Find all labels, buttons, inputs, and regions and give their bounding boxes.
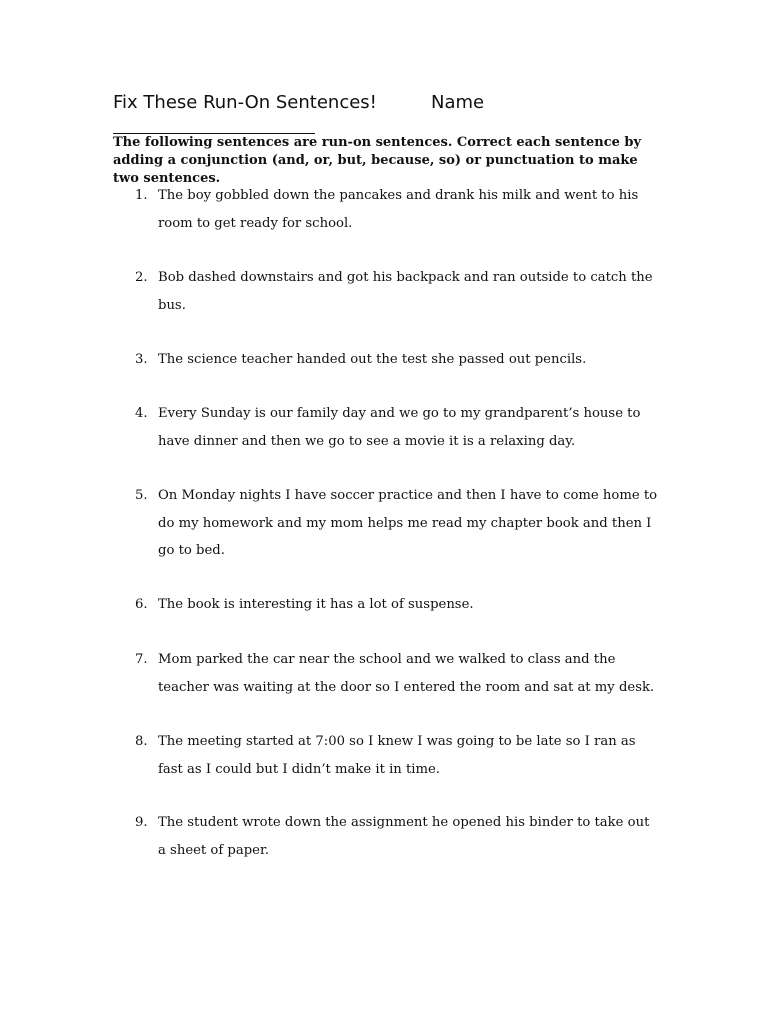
item-number: 7. <box>135 652 148 667</box>
item-text: On Monday nights I have soccer practice and then I have to come home to do my homework and my mom helps me read my chapter book and then I go to bed. <box>158 488 658 558</box>
item-text: The boy gobbled down the pancakes and drank his milk and went to his room to get ready for school. <box>158 188 639 231</box>
item-number: 3. <box>135 352 148 367</box>
item-number: 8. <box>135 734 148 749</box>
item-text: The book is interesting it has a lot of suspense. <box>158 597 474 612</box>
item-text: Bob dashed downstairs and got his backpack and ran outside to catch the bus. <box>158 270 653 313</box>
item-number: 4. <box>135 406 148 421</box>
item-text: The science teacher handed out the test she passed out pencils. <box>158 352 587 367</box>
item-number: 1. <box>135 188 148 203</box>
item-text: The student wrote down the assignment he opened his binder to take out a sheet of paper. <box>158 815 650 858</box>
item-text: Every Sunday is our family day and we go to my grandparent’s house to have dinner and then we go to see a movie it is a relaxing day. <box>158 406 641 449</box>
item-number: 9. <box>135 815 148 830</box>
instructions-text: The following sentences are run-on sentences. Correct each sentence by adding a conjunction (and, or, but, because, so) or punctuation to make two sentences. <box>113 135 642 186</box>
item-number: 5. <box>135 488 148 503</box>
name-label: Name <box>431 92 485 113</box>
item-text: Mom parked the car near the school and we walked to class and the teacher was waiting at the door so I entered the room and sat at my desk. <box>158 652 655 695</box>
worksheet-title: Fix These Run-On Sentences! <box>113 92 377 113</box>
item-number: 6. <box>135 597 148 612</box>
item-number: 2. <box>135 270 148 285</box>
item-text: The meeting started at 7:00 so I knew I was going to be late so I ran as fast as I could but I didn’t make it in time. <box>158 734 636 777</box>
